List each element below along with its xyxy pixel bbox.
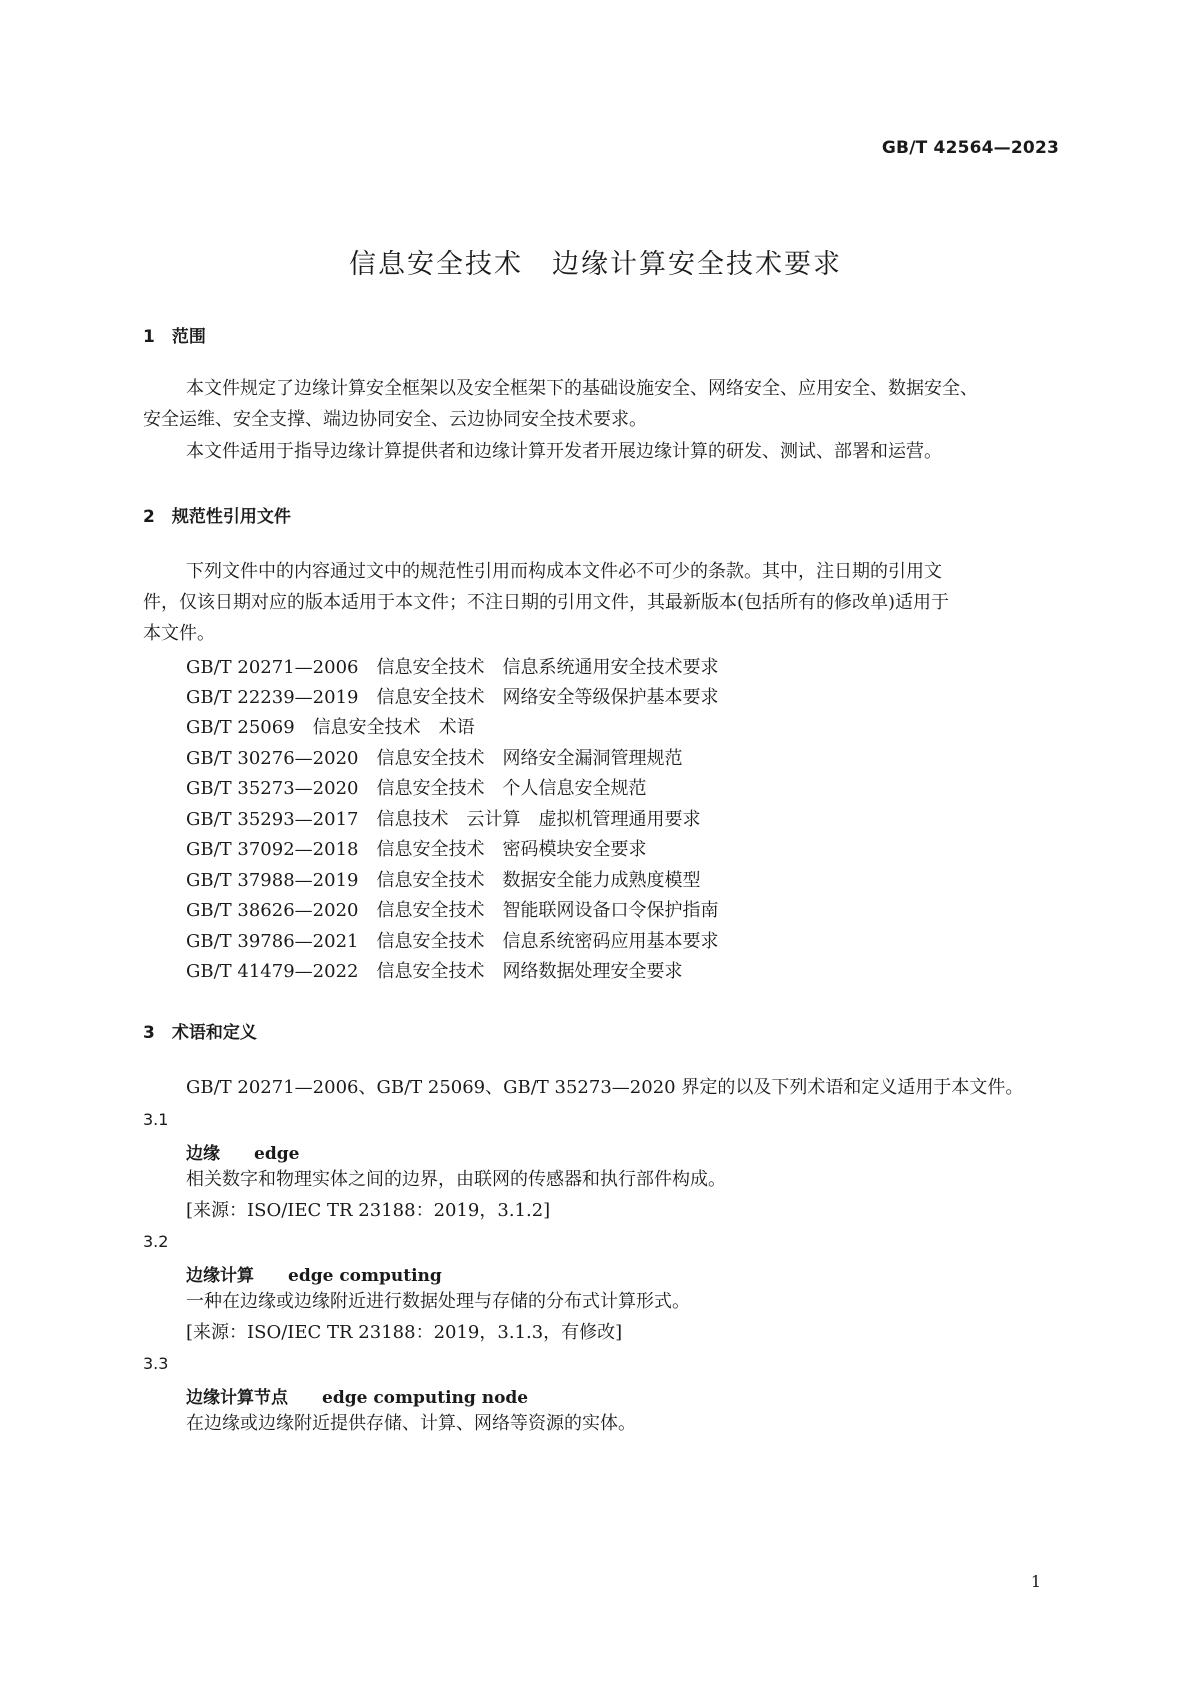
page-number: 1 bbox=[1030, 1572, 1041, 1591]
reference-item: GB/T 25069 信息安全技术 术语 bbox=[186, 717, 475, 738]
term-en: edge computing node bbox=[322, 1388, 529, 1408]
term-definition: 一种在边缘或边缘附近进行数据处理与存储的分布式计算形式。 bbox=[186, 1291, 690, 1312]
term-zh: 边缘 bbox=[186, 1144, 220, 1164]
section-1-para-2: 本文件适用于指导边缘计算提供者和边缘计算开发者开展边缘计算的研发、测试、部署和运营。 bbox=[186, 441, 942, 462]
term-en: edge bbox=[254, 1144, 300, 1164]
reference-item: GB/T 39786—2021 信息安全技术 信息系统密码应用基本要求 bbox=[186, 931, 719, 952]
reference-item: GB/T 30276—2020 信息安全技术 网络安全漏洞管理规范 bbox=[186, 748, 683, 769]
term-source: [来源：ISO/IEC TR 23188：2019，3.1.3，有修改] bbox=[186, 1322, 623, 1343]
reference-item: GB/T 35293—2017 信息技术 云计算 虚拟机管理通用要求 bbox=[186, 809, 701, 830]
term-heading bbox=[186, 1261, 442, 1286]
section-1-heading: 1 范围 bbox=[143, 327, 206, 347]
clause-number: 3.1 bbox=[143, 1110, 169, 1129]
section-3-heading: 3 术语和定义 bbox=[143, 1023, 257, 1043]
section-2-intro-line-1: 下列文件中的内容通过文中的规范性引用而构成本文件必不可少的条款。其中，注日期的引用文 bbox=[186, 561, 942, 582]
standard-code: GB/T 42564—2023 bbox=[881, 138, 1059, 158]
section-3-intro: GB/T 20271—2006、GB/T 25069、GB/T 35273—2020 界定的以及下列术语和定义适用于本文件。 bbox=[186, 1077, 1024, 1098]
reference-item: GB/T 37988—2019 信息安全技术 数据安全能力成熟度模型 bbox=[186, 870, 701, 891]
term-heading bbox=[186, 1139, 299, 1164]
clause-number: 3.2 bbox=[143, 1232, 169, 1251]
reference-item: GB/T 35273—2020 信息安全技术 个人信息安全规范 bbox=[186, 778, 647, 799]
term-heading bbox=[186, 1383, 528, 1408]
term-source: [来源：ISO/IEC TR 23188：2019，3.1.2] bbox=[186, 1200, 551, 1221]
reference-item: GB/T 22239—2019 信息安全技术 网络安全等级保护基本要求 bbox=[186, 687, 719, 708]
term-definition: 相关数字和物理实体之间的边界，由联网的传感器和执行部件构成。 bbox=[186, 1169, 726, 1190]
section-2-heading: 2 规范性引用文件 bbox=[143, 507, 291, 527]
term-zh: 边缘计算 bbox=[186, 1266, 254, 1286]
term-zh: 边缘计算节点 bbox=[186, 1388, 288, 1408]
reference-item: GB/T 37092—2018 信息安全技术 密码模块安全要求 bbox=[186, 839, 647, 860]
section-2-intro-line-2: 件，仅该日期对应的版本适用于本文件；不注日期的引用文件，其最新版本(包括所有的修改单)适用于 bbox=[143, 592, 950, 613]
section-1-para-1-line-1: 本文件规定了边缘计算安全框架以及安全框架下的基础设施安全、网络安全、应用安全、数据安全、 bbox=[186, 378, 978, 399]
clause-number: 3.3 bbox=[143, 1354, 169, 1373]
section-1-para-1-line-2: 安全运维、安全支撑、端边协同安全、云边协同安全技术要求。 bbox=[143, 409, 647, 430]
reference-item: GB/T 20271—2006 信息安全技术 信息系统通用安全技术要求 bbox=[186, 657, 719, 678]
section-2-intro-line-3: 本文件。 bbox=[143, 623, 215, 644]
term-en: edge computing bbox=[288, 1266, 442, 1286]
reference-item: GB/T 41479—2022 信息安全技术 网络数据处理安全要求 bbox=[186, 961, 683, 982]
document-title: 信息安全技术 边缘计算安全技术要求 bbox=[349, 249, 842, 280]
term-definition: 在边缘或边缘附近提供存储、计算、网络等资源的实体。 bbox=[186, 1413, 636, 1434]
reference-item: GB/T 38626—2020 信息安全技术 智能联网设备口令保护指南 bbox=[186, 900, 719, 921]
